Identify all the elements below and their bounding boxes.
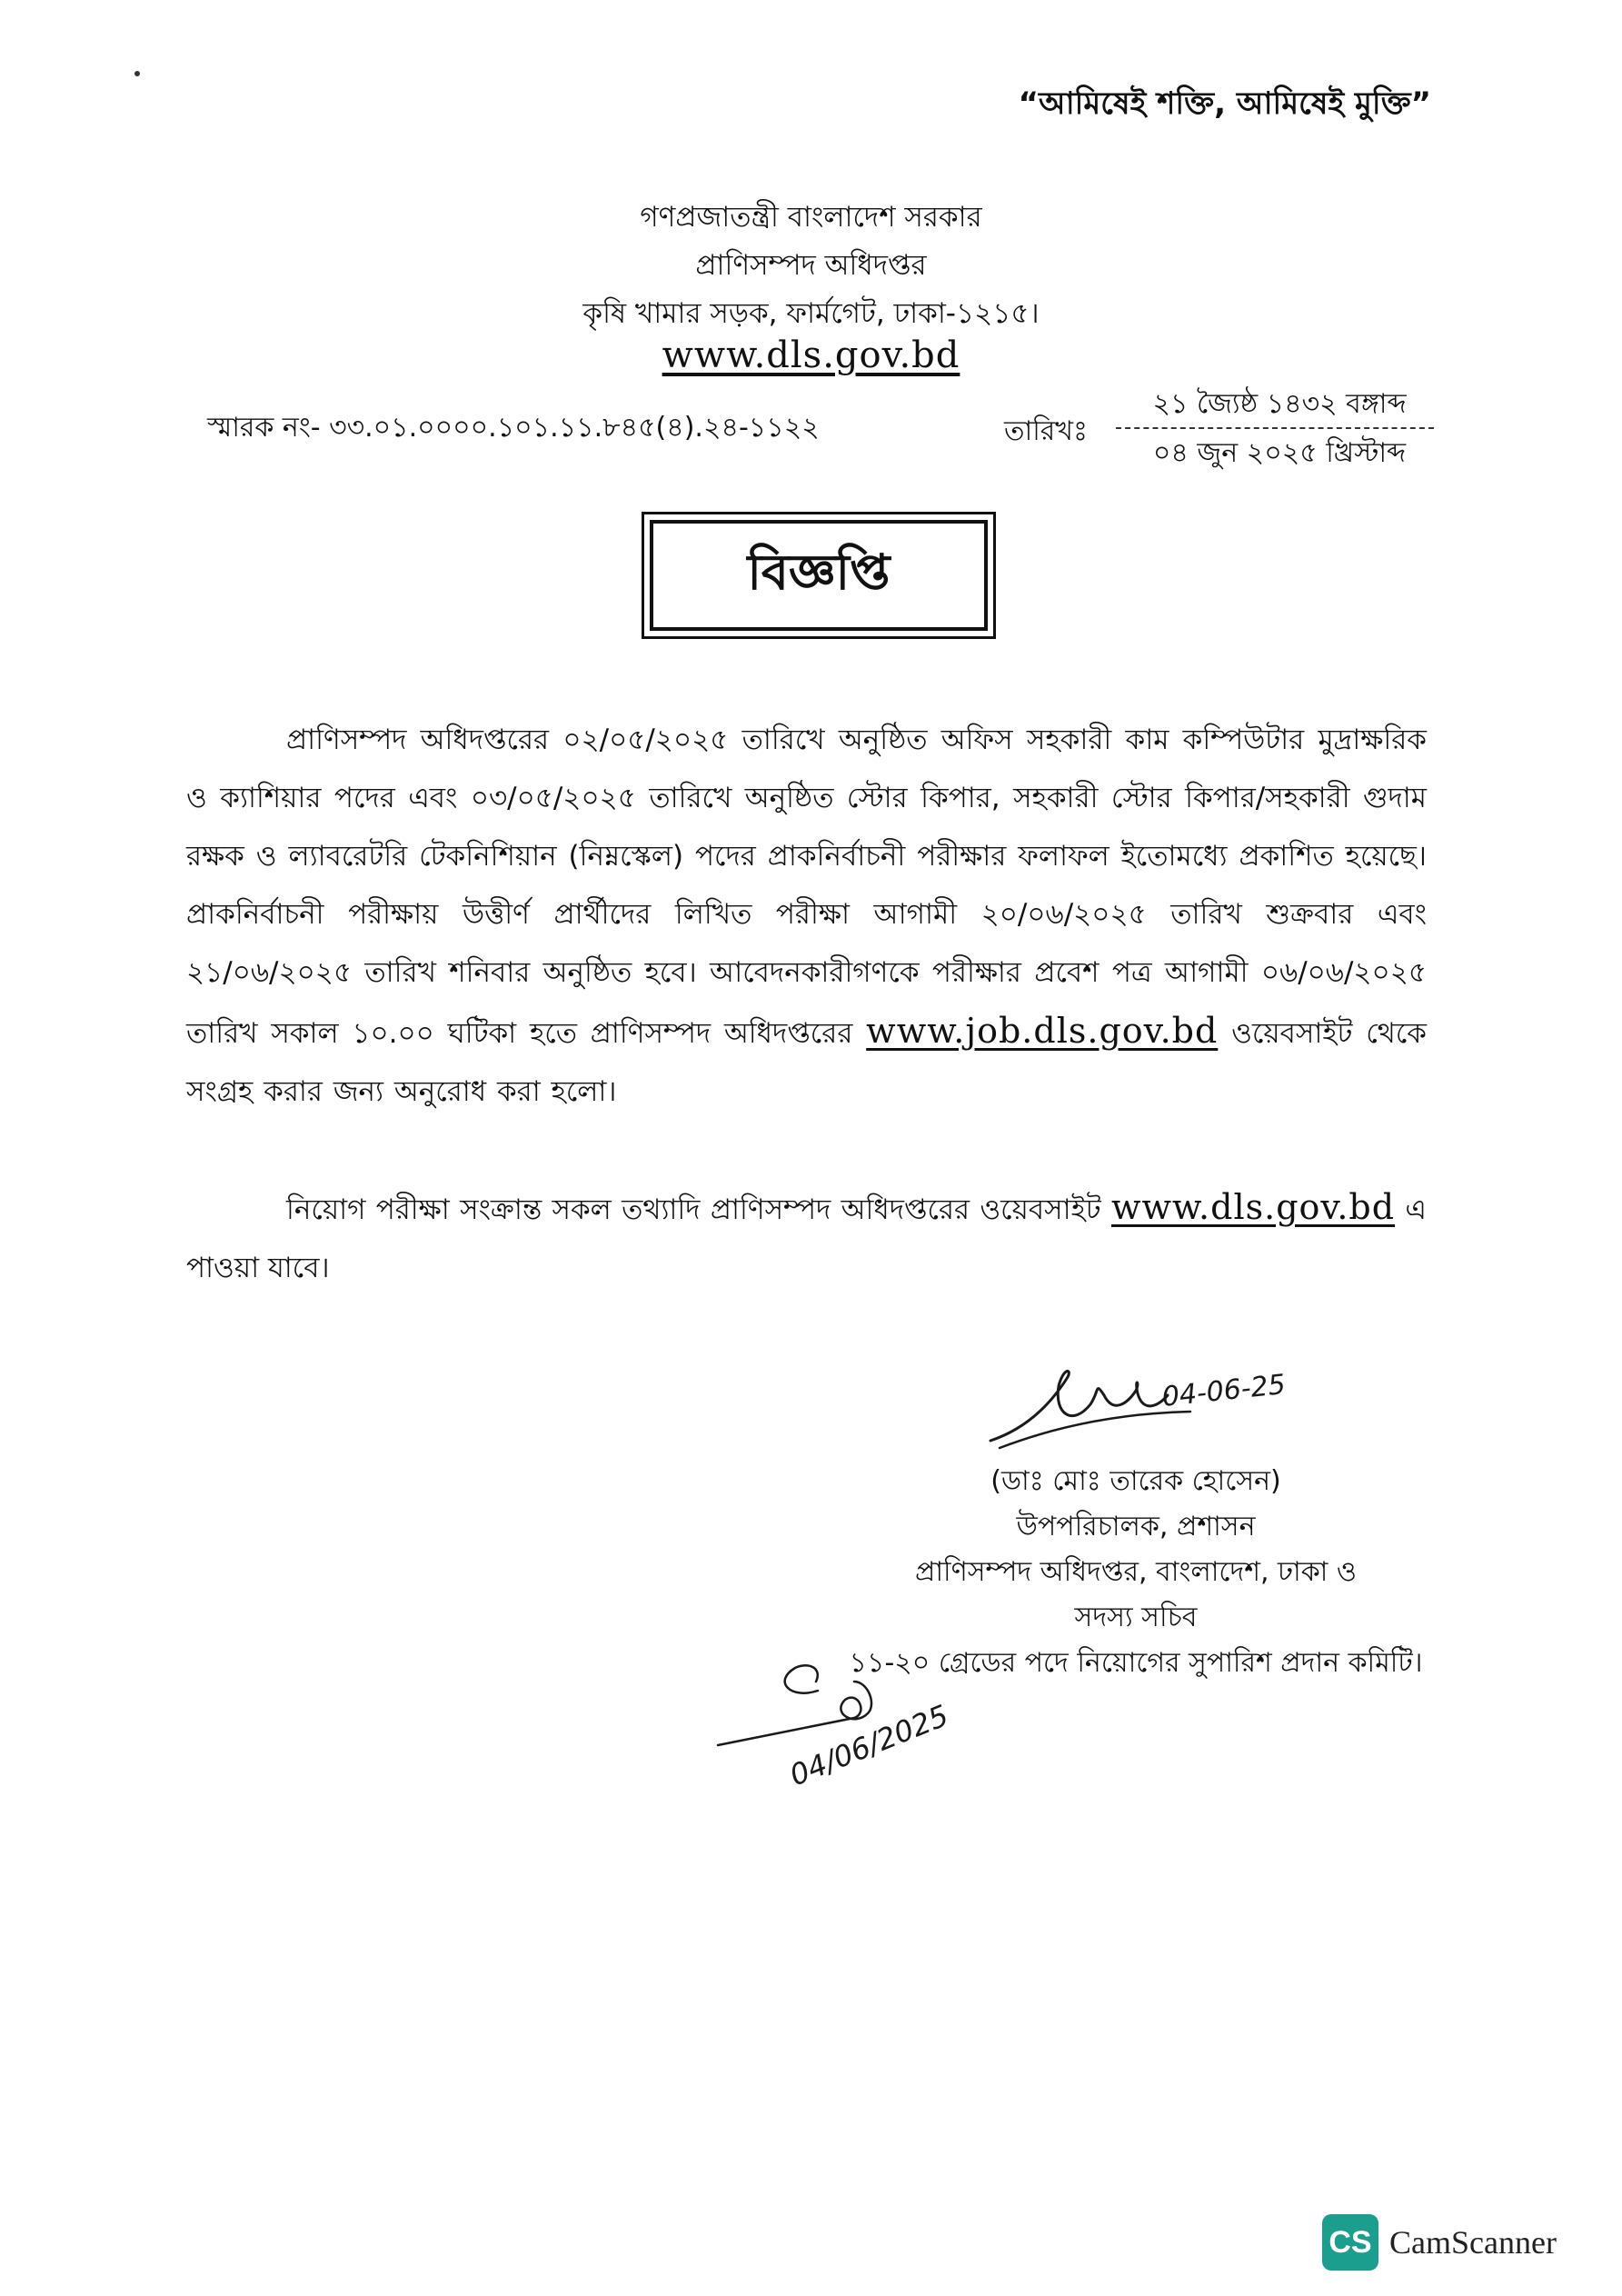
header-department: প্রাণিসম্পদ অধিদপ্তর	[695, 249, 927, 282]
header-government: গণপ্রজাতন্ত্রী বাংলাদেশ সরকার	[640, 201, 982, 234]
initial-date: 04/06/2025	[784, 1698, 954, 1793]
date-gregorian: ০৪ জুন ২০২৫ খ্রিস্টাব্দ	[1152, 437, 1407, 469]
header-website-link[interactable]: www.dls.gov.bd	[662, 334, 960, 376]
paragraph-2-text-end: এ পাওয়া যাবে।	[186, 1193, 1428, 1284]
date-bangla: ২১ জ্যৈষ্ঠ ১৪৩২ বঙ্গাব্দ	[1152, 388, 1407, 420]
dls-website-link[interactable]: www.dls.gov.bd	[1110, 1187, 1396, 1227]
signature-image	[981, 1341, 1345, 1468]
motto: “আমিষেই শক্তি, আমিষেই মুক্তি”	[1018, 85, 1431, 122]
notice-title	[650, 520, 988, 631]
notice-paragraph-2	[186, 1178, 1427, 1297]
camscanner-label: CamScanner	[1389, 2224, 1557, 2261]
camscanner-logo-icon: CS	[1322, 2214, 1378, 2271]
signatory-designation: উপপরিচালক, প্রশাসন	[1016, 1511, 1256, 1542]
signatory-role: সদস্য সচিব	[1074, 1602, 1198, 1633]
signatory-office: প্রাণিসম্পদ অধিদপ্তর, বাংলাদেশ, ঢাকা ও	[914, 1556, 1358, 1588]
header-address: কৃষি খামার সড়ক, ফার্মগেট, ঢাকা-১২১৫।	[582, 297, 1040, 330]
scanner-watermark	[1322, 2214, 1557, 2271]
signatory-committee: ১১-২০ গ্রেডের পদে নিয়োগের সুপারিশ প্রদান কমিটি।	[849, 1647, 1423, 1679]
initial-signature-image	[709, 1627, 1000, 1809]
date-label: তারিখঃ	[1004, 415, 1088, 447]
paragraph-1-text-end: ওয়েবসাইট থেকে সংগ্রহ করার জন্য অনুরোধ করা হলো।	[186, 1017, 1427, 1108]
memo-number: স্মারক নং- ৩৩.০১.০০০০.১০১.১১.৮৪৫(৪).২৪-১১২২	[207, 412, 820, 444]
notice-title-text: বিজ্ঞপ্তি	[747, 544, 891, 601]
scan-speck	[134, 71, 140, 76]
signatory-name: (ডাঃ মোঃ তারেক হোসেন)	[990, 1465, 1281, 1497]
notice-paragraph-1	[186, 711, 1427, 1121]
paragraph-1-text: প্রাণিসম্পদ অধিদপ্তরের ০২/০৫/২০২৫ তারিখে অনুষ্ঠিত অফিস সহকারী কাম কম্পিউটার মুদ্রাক্ষরিক ও ক্যাশিয়ার পদের এবং ০৩/০৫/২০২৫ তারিখে অনুষ্ঠিত স্টোর কিপার, সহকারী স্টোর কিপার/সহকারী গুদাম রক্ষক ও ল্যাবরেটরি টেকনিশিয়ান (নিম্নস্কেল) পদের প্রাকনির্বাচনী পরীক্ষার ফলাফল ইতোমধ্যে প্রকাশিত হয়েছে। প্রাকনির্বাচনী পরীক্ষায় উত্তীর্ণ প্রার্থীদের লিখিত পরীক্ষা আগামী ২০/০৬/২০২৫ তারিখ শুক্রবার এবং ২১/০৬/২০২৫ তারিখ শনিবার অনুষ্ঠিত হবে। আবেদনকারীগণকে পরীক্ষার প্রবেশ পত্র আগামী ০৬/০৬/২০২৫ তারিখ সকাল ১০.০০ ঘটিকা হতে প্রাণিসম্পদ অধিদপ্তরের	[186, 724, 1427, 1050]
job-website-link[interactable]: www.job.dls.gov.bd	[866, 1011, 1219, 1051]
signature-date: 04-06-25	[1160, 1368, 1288, 1413]
date-divider	[1116, 427, 1434, 429]
paragraph-2-text: নিয়োগ পরীক্ষা সংক্রান্ত সকল তথ্যাদি প্রাণিসম্পদ অধিদপ্তরের ওয়েবসাইট	[286, 1193, 1101, 1226]
